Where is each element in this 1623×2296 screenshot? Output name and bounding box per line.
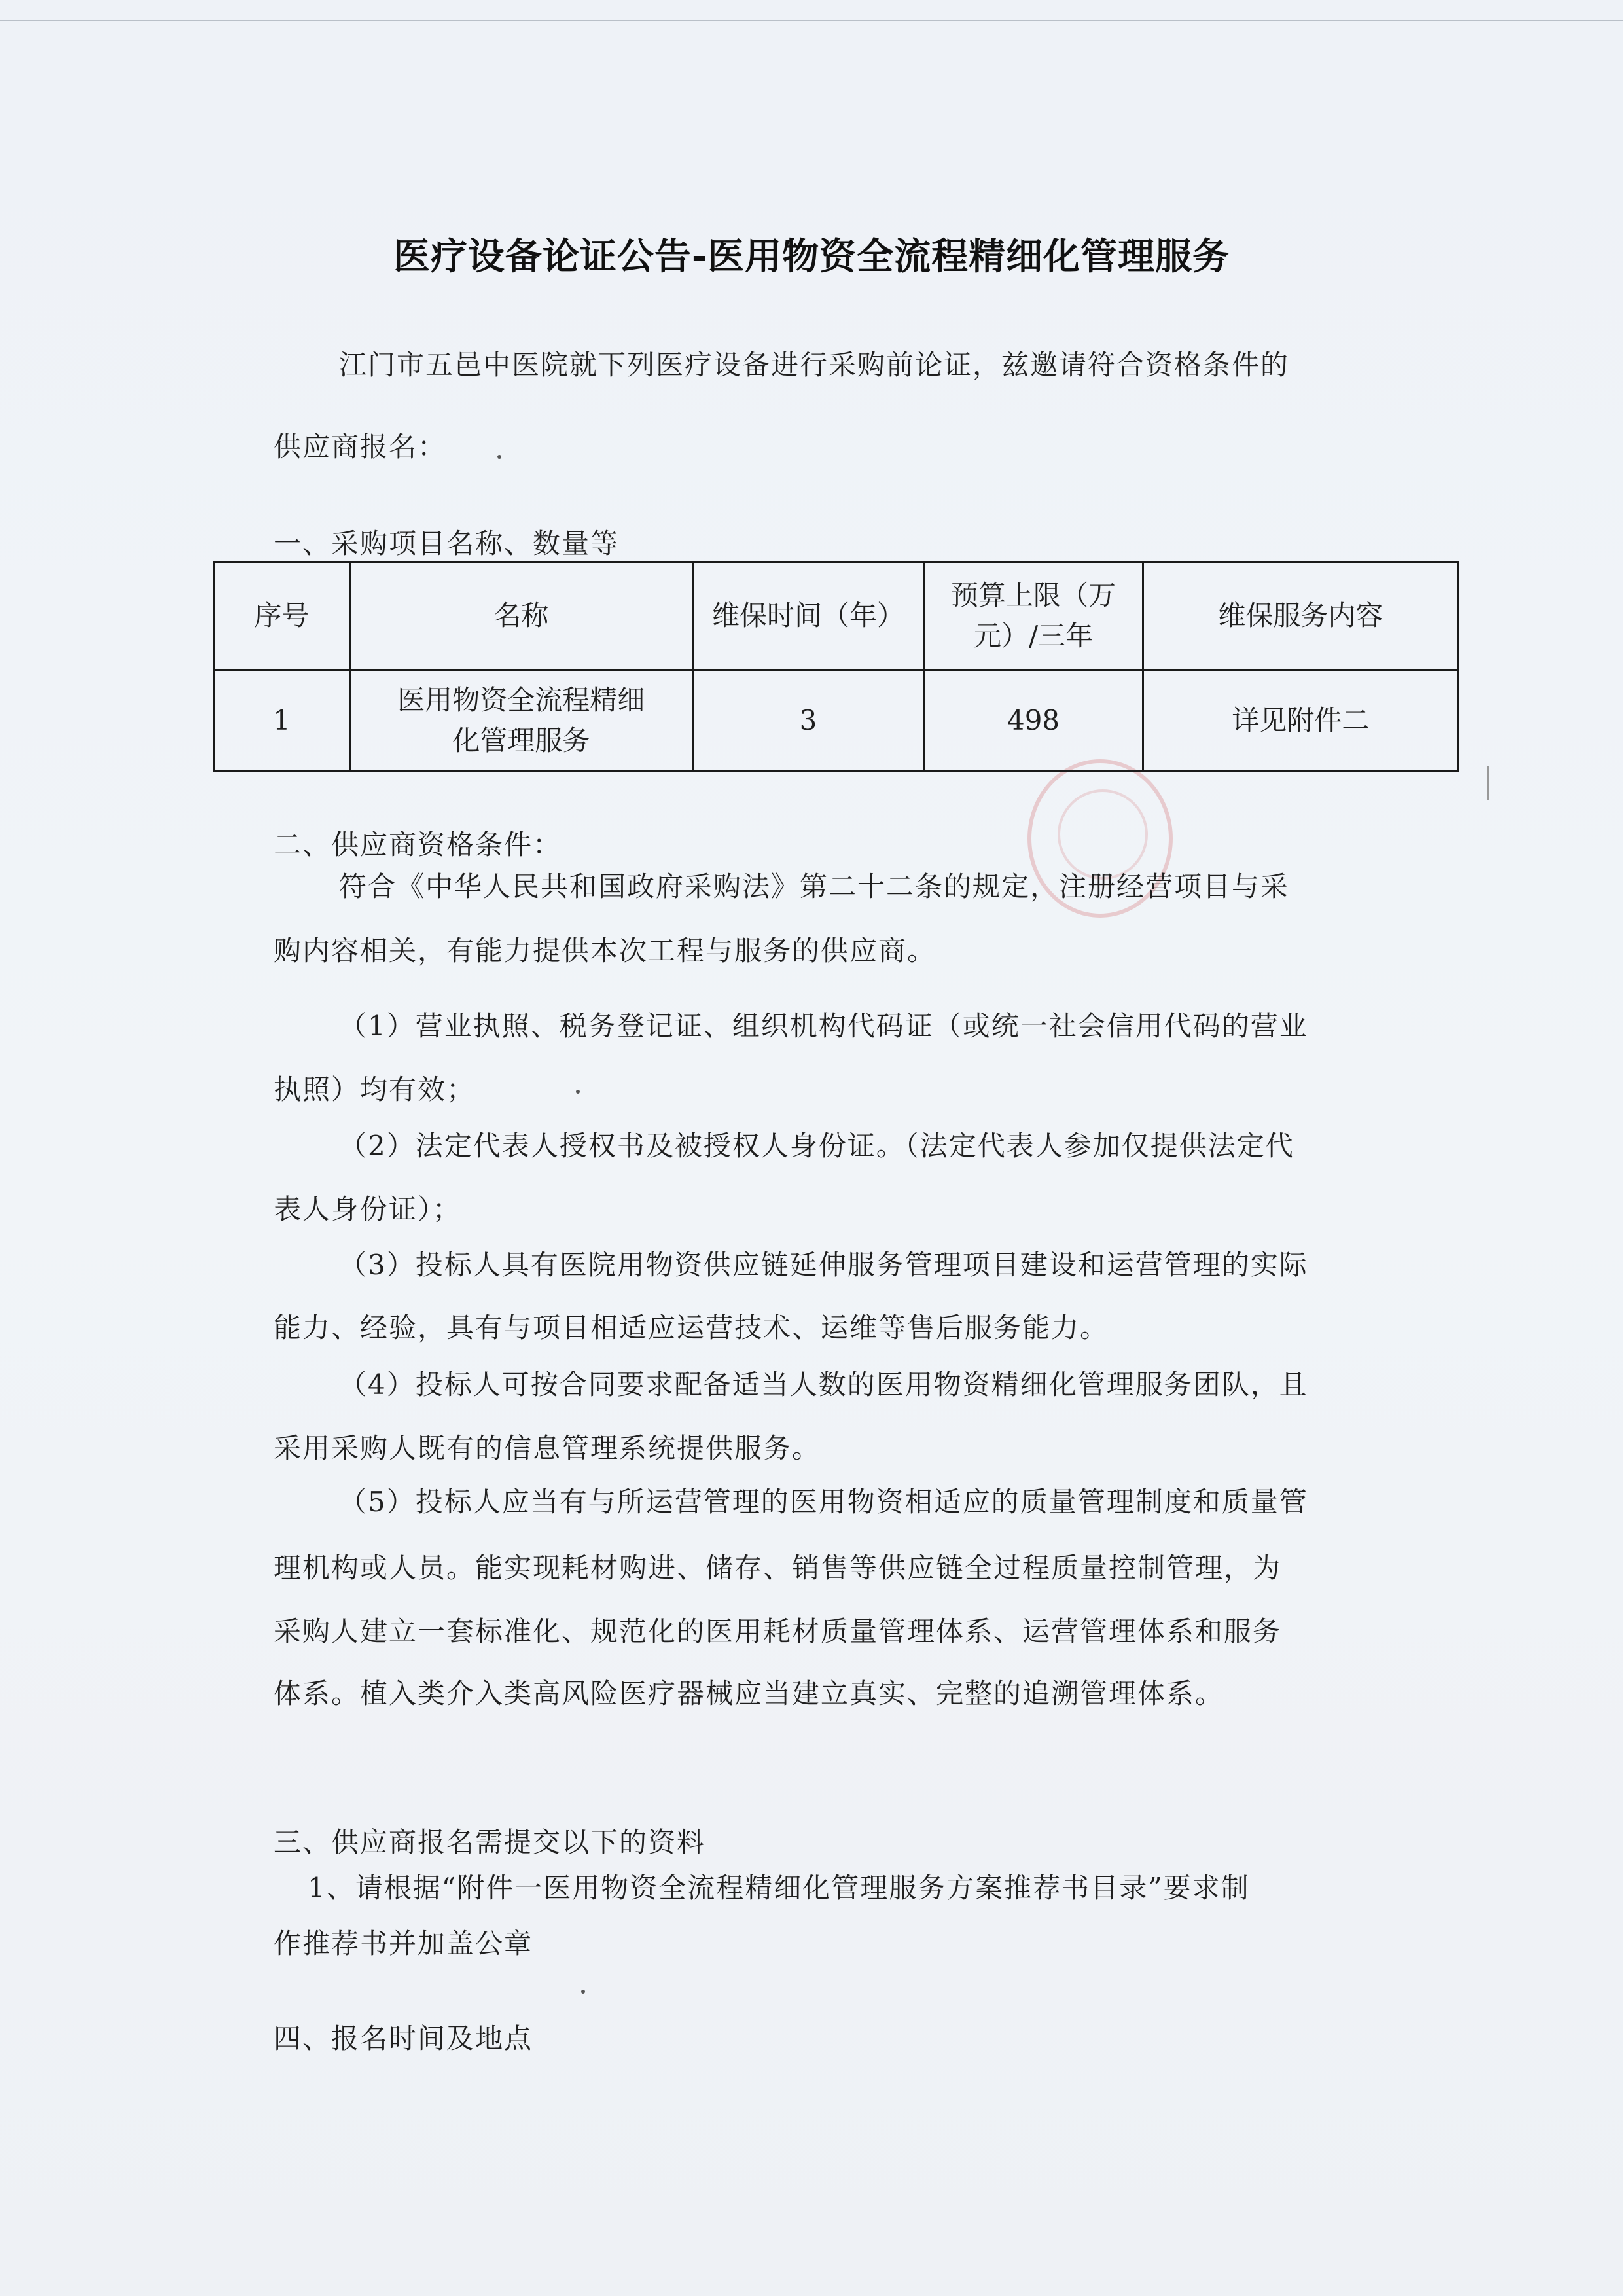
requirement-3-line-2: 能力、经验，具有与项目相适应运营技术、运维等售后服务能力。	[274, 1312, 1109, 1344]
section-3-line-1: 1、请根据“附件一医用物资全流程精细化管理服务方案推荐书目录”要求制	[308, 1872, 1250, 1904]
header-cell-budget	[924, 562, 1143, 670]
requirement-5-line-4: 体系。植入类介入类高风险医疗器械应当建立真实、完整的追溯管理体系。	[274, 1677, 1224, 1710]
section-2-heading: 二、供应商资格条件：	[274, 829, 562, 861]
stray-mark	[581, 1990, 585, 1994]
requirement-5-line-2: 理机构或人员。能实现耗材购进、储存、销售等供应链全过程质量控制管理，为	[274, 1552, 1282, 1584]
requirement-1-line-2: 执照）均有效；	[274, 1073, 476, 1105]
requirement-4-line-1: （4）投标人可按合同要求配备适当人数的医用物资精细化管理服务团队，且	[339, 1369, 1308, 1401]
cell-budget: 498	[924, 670, 1143, 772]
requirement-5-line-3: 采购人建立一套标准化、规范化的医用耗材质量管理体系、运营管理体系和服务	[274, 1615, 1282, 1647]
header-cell-service-content: 维保服务内容	[1143, 562, 1458, 670]
section-2-para-line-1: 符合《中华人民共和国政府采购法》第二十二条的规定，注册经营项目与采	[339, 870, 1290, 903]
intro-line-2: 供应商报名：	[274, 431, 447, 463]
cell-index: 1	[214, 670, 350, 772]
section-2-para-line-2: 购内容相关，有能力提供本次工程与服务的供应商。	[274, 935, 936, 967]
cell-name-line-2: 化管理服务	[452, 725, 590, 757]
requirement-2-line-2: 表人身份证）；	[274, 1193, 462, 1225]
requirement-5-line-1: （5）投标人应当有与所运营管理的医用物资相适应的质量管理制度和质量管	[339, 1486, 1308, 1518]
header-budget-line-1: 预算上限（万	[951, 579, 1116, 611]
cell-maintenance-years: 3	[692, 670, 924, 772]
section-1-heading: 一、采购项目名称、数量等	[274, 528, 620, 560]
document-title: 医疗设备论证公告-医用物资全流程精细化管理服务	[393, 236, 1230, 278]
header-cell-maintenance-years: 维保时间（年）	[692, 562, 924, 670]
section-3-heading: 三、供应商报名需提交以下的资料	[274, 1826, 706, 1858]
table-row	[214, 670, 1459, 772]
table-header-row	[214, 562, 1459, 670]
header-budget-line-2: 元）/三年	[973, 620, 1094, 652]
requirement-1-line-1: （1）营业执照、税务登记证、组织机构代码证（或统一社会信用代码的营业	[339, 1010, 1308, 1042]
margin-mark	[1487, 766, 1489, 800]
requirement-3-line-1: （3）投标人具有医院用物资供应链延伸服务管理项目建设和运营管理的实际	[339, 1249, 1308, 1281]
intro-line-1: 江门市五邑中医院就下列医疗设备进行采购前论证，兹邀请符合资格条件的	[339, 349, 1290, 381]
cell-name	[349, 670, 692, 772]
requirement-2-line-1: （2）法定代表人授权书及被授权人身份证。（法定代表人参加仅提供法定代	[339, 1130, 1294, 1162]
scan-edge-line	[0, 20, 1623, 21]
header-cell-name: 名称	[349, 562, 692, 670]
header-cell-index: 序号	[214, 562, 350, 670]
section-4-heading: 四、报名时间及地点	[274, 2022, 533, 2054]
cell-service-content: 详见附件二	[1143, 670, 1458, 772]
procurement-table	[213, 561, 1459, 772]
section-3-line-2: 作推荐书并加盖公章	[274, 1928, 533, 1960]
stray-mark	[576, 1090, 580, 1094]
cell-name-line-1: 医用物资全流程精细	[397, 684, 645, 716]
stray-mark	[497, 455, 501, 459]
requirement-4-line-2: 采用采购人既有的信息管理系统提供服务。	[274, 1432, 821, 1464]
